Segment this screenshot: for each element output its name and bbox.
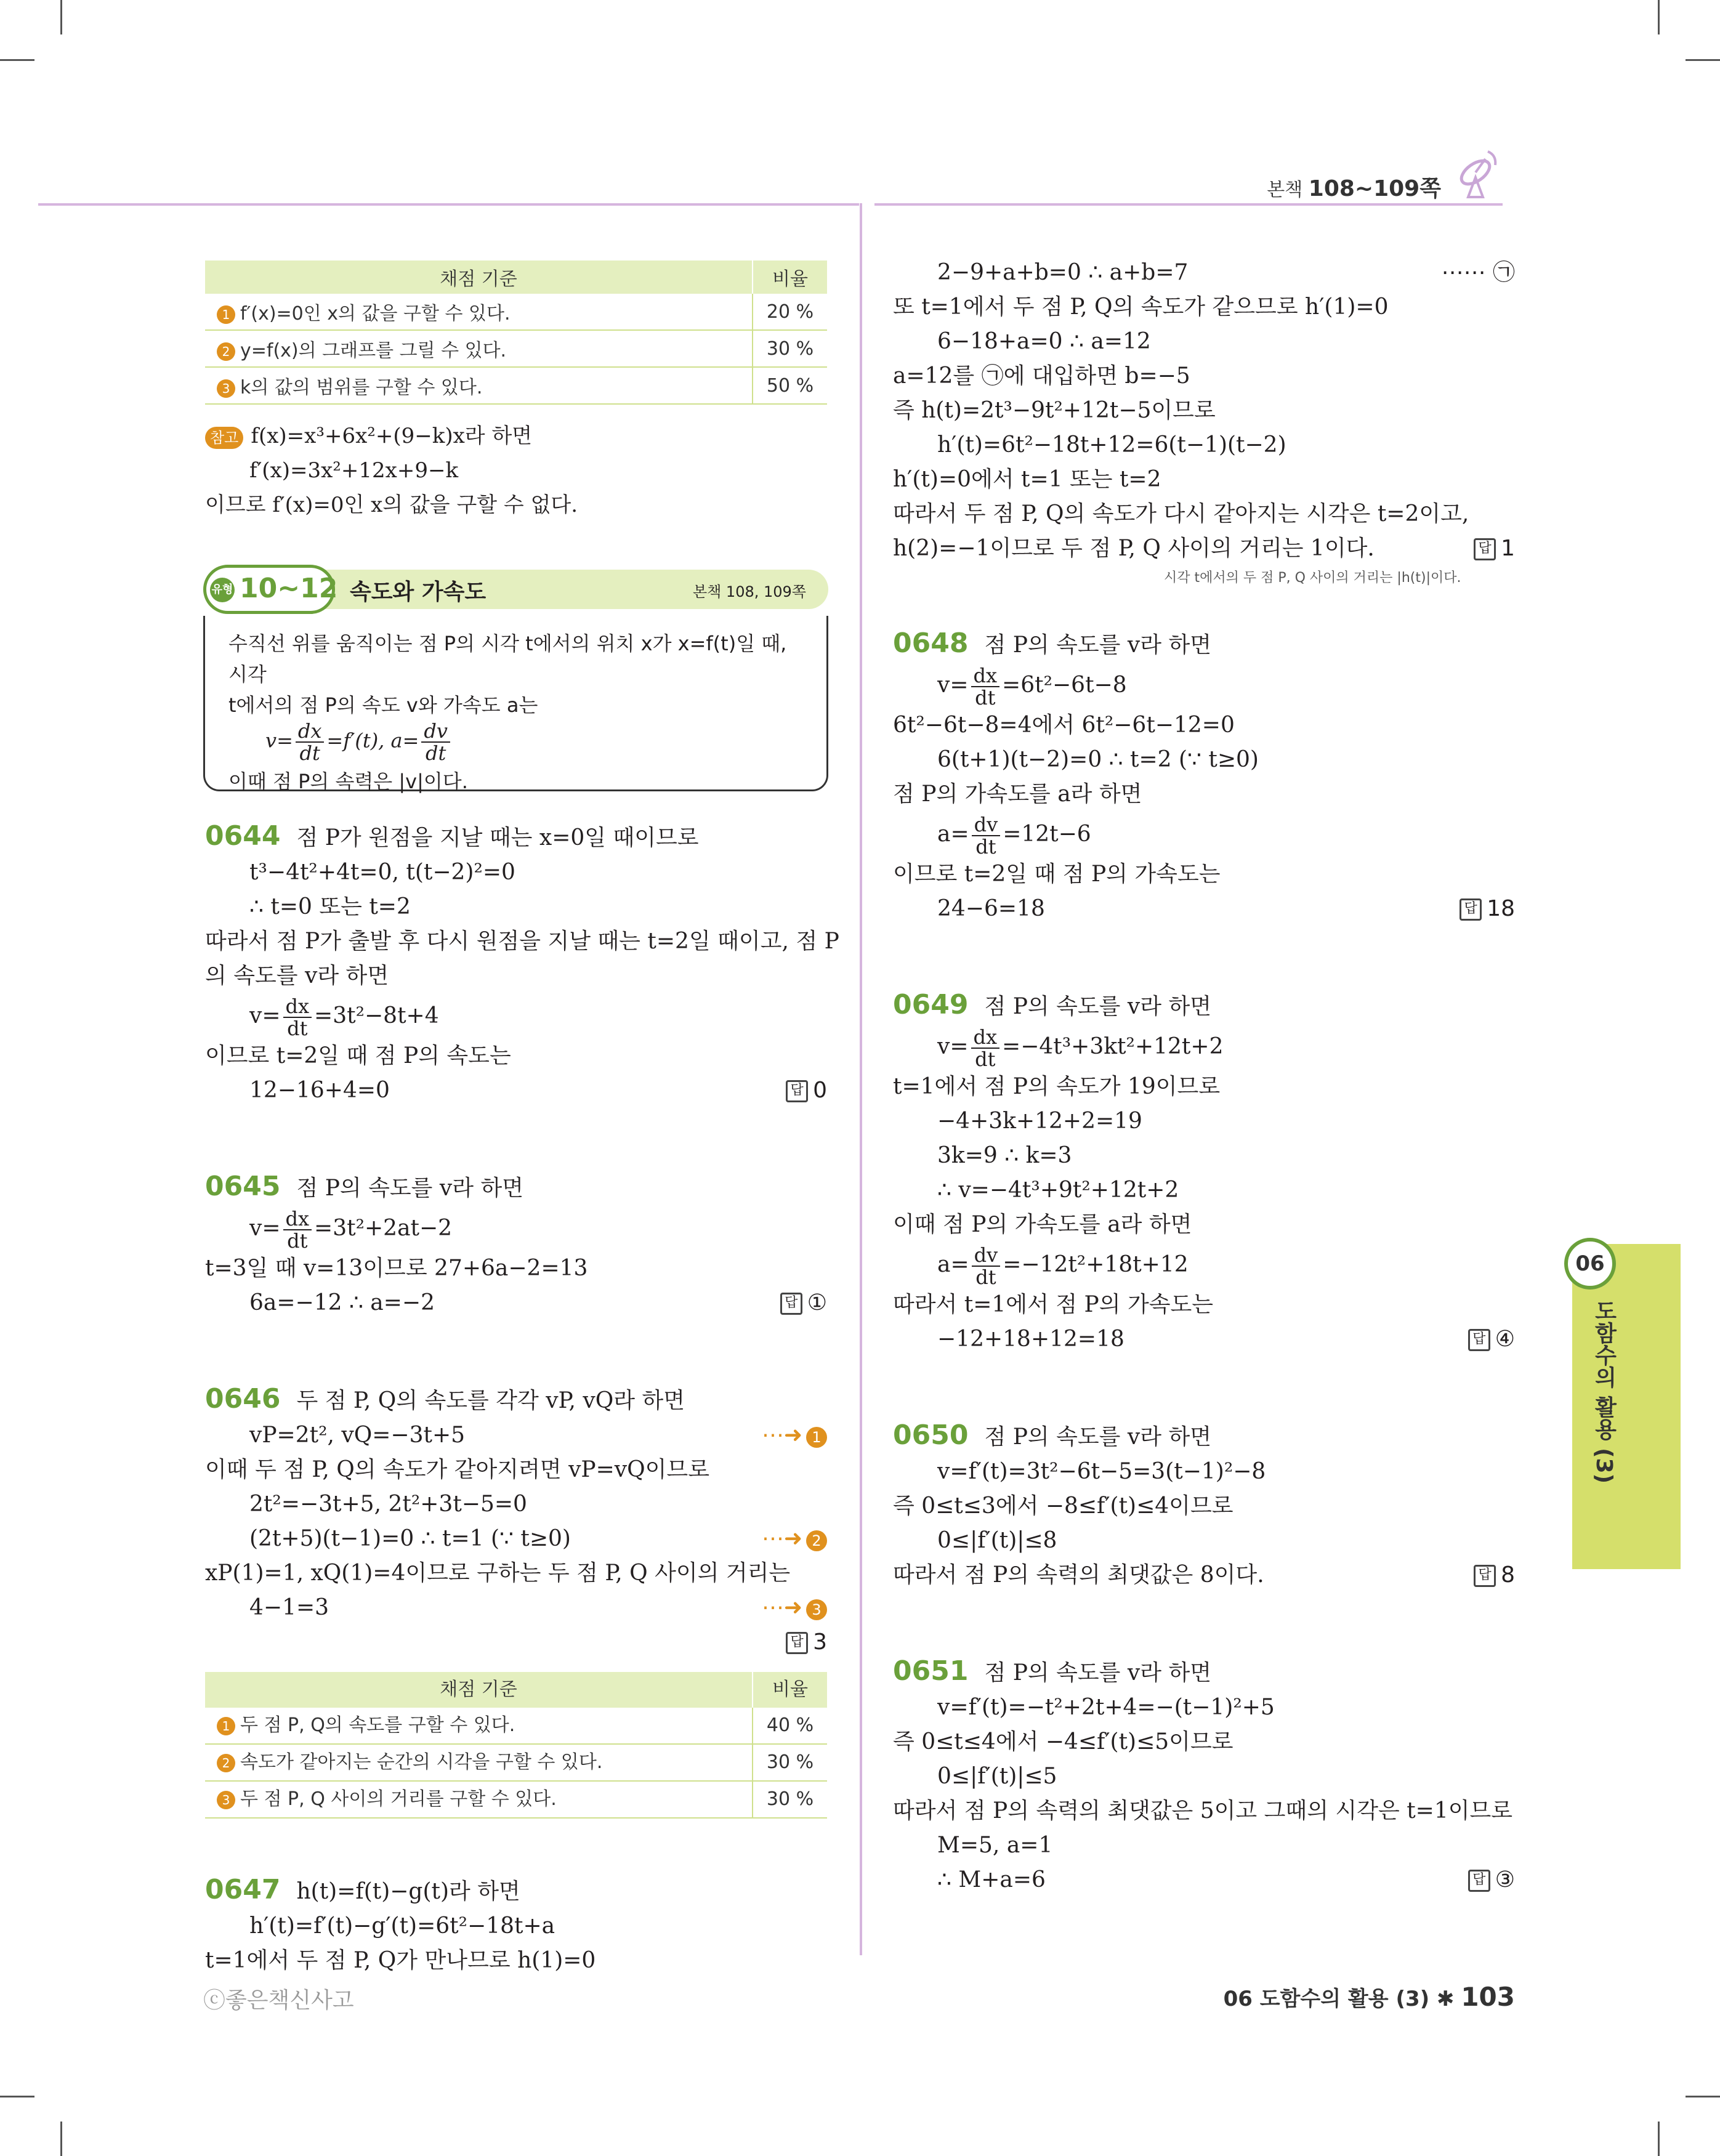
textbook-page-reference: 본책 108~109쪽 bbox=[1267, 176, 1441, 201]
table-row: 3 k의 값의 범위를 구할 수 있다. 50 % bbox=[205, 367, 827, 404]
right-column: 2−9+a+b=0 ∴ a+b=7 ⋯⋯ ㉠ 또 t=1에서 두 점 P, Q의 속도가 같으므로 h′(1)=0 6−18+a=0 ∴ a=12 a=12를 ㉠에 대입하면 b=−5 즉 h(t)=2t³−9t²+12t−5이므로 h′(t)=6t²−18t+12=6(t−1)(t−2) h′(t)=0에서 t=1 또는 t=2 따라서 두 점 P, Q의 속도가 다시 같아지는 시각은 t=2이고, h(2)=−1이므로 두 점 P, Q 사이의 거리는 1이다. 답 1 시각 t에서의 두 점 P, Q 사이의 거리는 |h(t)|이다. 0648 점 P의 속도를 v라 하면 v= $\frac{dx}{dt}$ =6t²−6t−8 6t²−6t−8=4에서 6t²−6t−12=0 6(t+1)(t−2)=0 ∴ t=2 (∵ t≥0) 점 P의 가속도를 a라 하면 a= $\frac{dv}{dt}$ =12t−6 이므로 t=2일 때 점 P의 가속도는 24−6=18 답 18 0649 점 P의 속도를 v라 하면 v= $\frac{dx}{dt}$ =−4t³+3kt²+12t+2 t=1에서 점 P의 속도가 19이므로 −4+3k+12+2=19 3k=9 ∴ k=3 ∴ v=−4t³+9t²+12t+2 이때 점 P의 가속도를 a라 하면 a= $\frac{dv}{dt}$ =−12t²+18t+12 따라서 t=1에서 점 P의 가속도는 −12+18+12=18 답 ④ 0650 점 P의 속도를 v라 하면 v=f′(t)=3t²−6t−5=3(t−1)²−8 즉 0≤t≤3에서 −8≤f′(t)≤4이므로 0≤|f′(t)|≤8 따라서 점 P의 속력의 최댓값은 8이다. 답 8 0651 점 P의 속도를 v라 하면 v=f′(t)=−t²+2t+4=−(t−1)²+5 즉 0≤t≤4에서 −4≤f′(t)≤5이므로 0≤|f′(t)|≤5 따라서 점 P의 속력의 최댓값은 5이고 그때의 시각은 t=1이므로 M=5, a=1 ∴ M+a=6 답 ③ bbox=[893, 256, 1515, 1897]
reference-note: 참고 f(x)=x³+6x²+(9−k)x라 하면 f′(x)=3x²+12x+9−k 이므로 f′(x)=0인 x의 값을 구할 수 없다. bbox=[205, 424, 578, 517]
table-row: 3 두 점 P, Q 사이의 거리를 구할 수 있다. 30 % bbox=[205, 1781, 827, 1818]
table-row: 2 속도가 같아지는 순간의 시각을 구할 수 있다. 30 % bbox=[205, 1744, 827, 1781]
table-header-ratio: 비율 bbox=[753, 1672, 827, 1708]
crop-mark bbox=[60, 0, 62, 34]
type-title: 속도와 가속도 bbox=[350, 579, 487, 605]
answer: 답 8 bbox=[1474, 1558, 1515, 1593]
satellite-dish-icon bbox=[1453, 147, 1503, 202]
crop-mark bbox=[1658, 2122, 1660, 2156]
problem-0644: 0644 점 P가 원점을 지날 때는 x=0일 때이므로 bbox=[205, 820, 699, 852]
answer: 답 ③ bbox=[1468, 1863, 1515, 1897]
problem-0651: 0651 점 P의 속도를 v라 하면 bbox=[893, 1655, 1212, 1687]
type-summary-box: 수직선 위를 움직이는 점 P의 시각 t에서의 위치 x가 x=f(t)일 때, 시각 t에서의 점 P의 속도 v와 가속도 a는 v= $\frac{dx}{dt}$ =f′(t), a= $\frac{dv}{dt}$ 이때 점 P의 속력은 |v|이다. bbox=[203, 616, 828, 791]
crop-mark bbox=[1686, 59, 1720, 61]
chapter-number: 06 bbox=[1564, 1238, 1616, 1290]
answer: 답 18 bbox=[1460, 892, 1515, 926]
table-row: 1 두 점 P, Q의 속도를 구할 수 있다. 40 % bbox=[205, 1708, 827, 1744]
table-row: 2 y=f(x)의 그래프를 그릴 수 있다. 30 % bbox=[205, 330, 827, 367]
problem-0646: 0646 두 점 P, Q의 속도를 각각 vP, vQ라 하면 bbox=[205, 1383, 685, 1415]
step-marker: ⋯➜ 3 bbox=[762, 1591, 827, 1625]
answer: 답 3 bbox=[786, 1625, 827, 1660]
answer: 답 1 bbox=[1474, 531, 1515, 566]
table-row: 1 f′(x)=0인 x의 값을 구할 수 있다. 20 % bbox=[205, 294, 827, 330]
problem-0649: 0649 점 P의 속도를 v라 하면 bbox=[893, 989, 1212, 1020]
answer: 답 ④ bbox=[1468, 1322, 1515, 1357]
type-badge: 유형 10~12 bbox=[203, 565, 335, 614]
problem-0645: 0645 점 P의 속도를 v라 하면 bbox=[205, 1171, 524, 1202]
table-header-ratio: 비율 bbox=[753, 260, 827, 294]
type-reference: 본책 108, 109쪽 bbox=[692, 583, 806, 600]
scoring-table bbox=[205, 260, 827, 405]
column-divider bbox=[860, 203, 862, 1955]
problem-0647: 0647 h(t)=f(t)−g(t)라 하면 bbox=[205, 1874, 520, 1905]
crop-mark bbox=[1658, 0, 1660, 34]
step-marker: ⋯➜ 1 bbox=[762, 1418, 827, 1453]
answer: 답 0 bbox=[786, 1073, 827, 1108]
page-footer: 06 도함수의 활용 (3) ✱ 103 bbox=[1223, 1982, 1515, 2012]
chapter-title: 도함수의 활용 (3) bbox=[1591, 1299, 1617, 1484]
scoring-table bbox=[205, 1672, 827, 1819]
problem-0648: 0648 점 P의 속도를 v라 하면 bbox=[893, 628, 1212, 659]
table-header-criteria: 채점 기준 bbox=[205, 1672, 753, 1708]
table-header-criteria: 채점 기준 bbox=[205, 260, 753, 294]
answer: 답 ① bbox=[780, 1286, 827, 1320]
crop-mark bbox=[1686, 2096, 1720, 2097]
crop-mark bbox=[60, 2122, 62, 2156]
problem-0650: 0650 점 P의 속도를 v라 하면 bbox=[893, 1419, 1212, 1451]
header-rule bbox=[38, 203, 859, 206]
step-marker: ⋯➜ 2 bbox=[762, 1522, 827, 1556]
publisher-credit: ⓒ좋은책신사고 bbox=[203, 1988, 354, 2013]
crop-mark bbox=[0, 59, 34, 61]
crop-mark bbox=[0, 2096, 34, 2097]
header-rule bbox=[874, 203, 1503, 206]
note-tag: 참고 bbox=[205, 427, 243, 449]
side-note: 시각 t에서의 두 점 P, Q 사이의 거리는 |h(t)|이다. bbox=[1164, 570, 1461, 586]
left-column: 0644 점 P가 원점을 지날 때는 x=0일 때이므로 t³−4t²+4t=0, t(t−2)²=0 ∴ t=0 또는 t=2 따라서 점 P가 출발 후 다시 원점을 지날 때는 t=2일 때이고, 점 P 의 속도를 v라 하면 v= $\frac{dx}{dt}$ =3t²−8t+4 이므로 t=2일 때 점 P의 속도는 12−16+4=0 답 0 0645 점 P의 속도를 v라 하면 v= $\frac{dx}{dt}$ =3t²+2at−2 t=3일 때 v=13이므로 27+6a−2=13 6a=−12 ∴ a=−2 답 ① 0646 두 점 P, Q의 속도를 각각 vP, vQ라 하면 vP=2t², vQ=−3t+5 ⋯➜ 1 이때 두 점 P, Q의 속도가 같아지려면 vP=vQ이므로 2t²=−3t+5, 2t²+3t−5=0 (2t+5)(t−1)=0 ∴ t=1 (∵ t≥0) ⋯➜ 2 xP(1)=1, xQ(1)=4이므로 구하는 두 점 P, Q 사이의 거리는 4−1=3 ⋯➜ 3 답 3 채점 기준 비율 1 두 점 P, Q의 속도를 구할 수 있다. 40 % 2 속도가 같아지는 순간의 시각을 구할 수 있다. 30 % 3 두 점 P, Q 사이의 거리를 구할 수 있다. 30 % 0647 h(t)=f(t)−g(t)라 하면 h′(t)=f′(t)−g′(t)=6t²−18t+a t=1에서 두 점 P, Q가 만나므로 h(1)=0 bbox=[205, 820, 839, 1973]
page-number: 103 bbox=[1461, 1982, 1515, 2012]
equation-tag: ⋯⋯ ㉠ bbox=[1441, 260, 1515, 285]
